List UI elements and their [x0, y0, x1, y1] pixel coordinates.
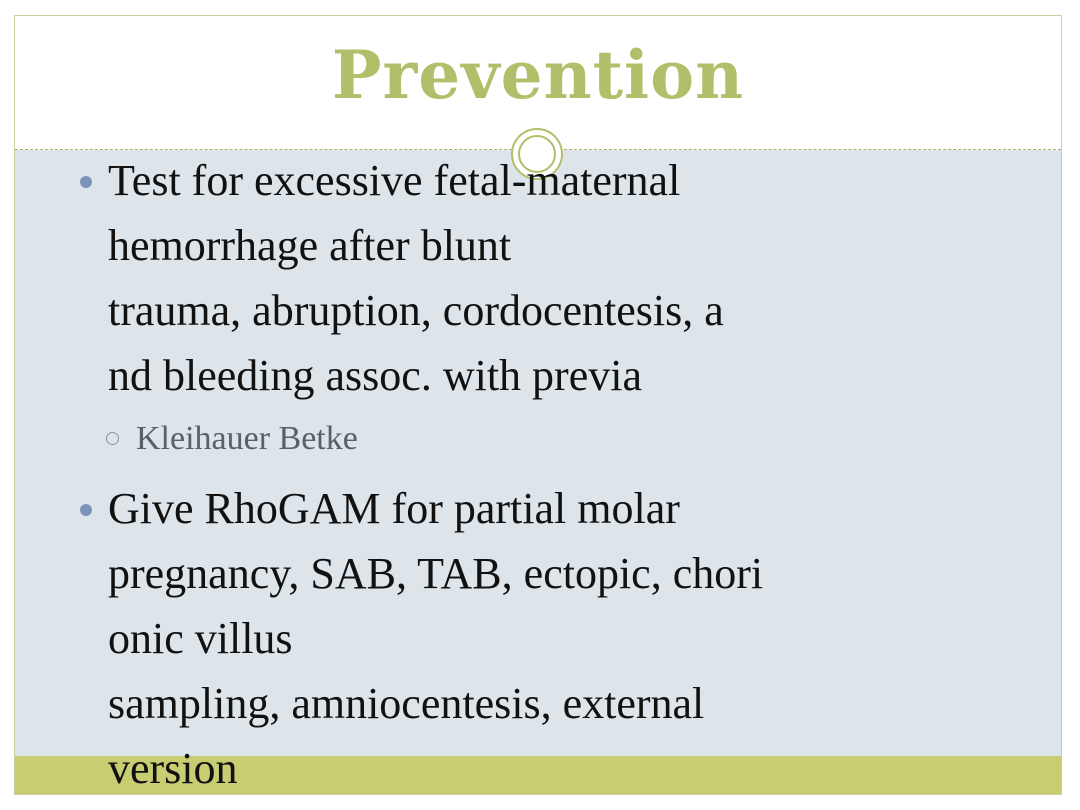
bullet-line: trauma, abruption, cordocentesis, a [108, 286, 724, 335]
bullet-dot-icon [80, 504, 92, 516]
bullet-dot-icon [80, 176, 92, 188]
bullet-line: hemorrhage after blunt [108, 221, 512, 270]
bullet-item [78, 476, 988, 801]
bullet-line: pregnancy, SAB, TAB, ectopic, chori [108, 549, 764, 598]
bullet-line: Give RhoGAM for partial molar [108, 484, 680, 533]
bullet-line: Test for excessive fetal-maternal [108, 156, 681, 205]
slide-body [78, 148, 988, 801]
bullet-line: nd bleeding assoc. with previa [108, 351, 642, 400]
bullet-line: version [108, 744, 238, 793]
bullet-item [78, 148, 988, 408]
bullet-line: onic villus [108, 614, 293, 663]
hollow-circle-bullet-icon [106, 432, 119, 445]
sub-bullet-item [90, 412, 988, 466]
sub-bullet-text: Kleihauer Betke [136, 420, 358, 457]
bullet-line: sampling, amniocentesis, external [108, 679, 705, 728]
slide-title: Prevention [331, 36, 745, 114]
